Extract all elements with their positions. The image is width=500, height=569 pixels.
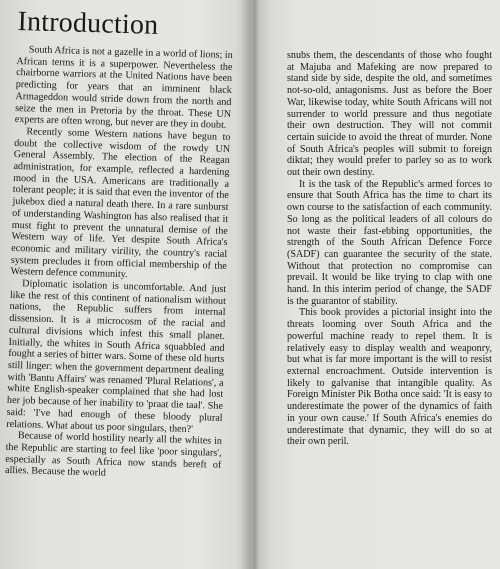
left-paragraph-2: Recently some Western nations have begun to doubt the collective wisdom of the rowdy UN General Assembly. The election of the Reagan administration, for example, reflected a hardening mood in the USA. Americans are traditionally a tolerant people; it is said that even the inventor of the jukebox died a natural death there. In a rare sunburst of understanding Washington has also realised that it must fight to prevent the unnatural demise of the Western way of life. Yet despite South Africa's economic and military virility, the country's racial system precludes it from official membership of the Western defence community. — [10, 126, 231, 281]
left-paragraph-3: Diplomatic isolation is uncomfortable. And just like the rest of this continent of nationalism without nations, the Republic suffers from internal dissension. It is a microcosm of the racial and cultural divisions which infest this small planet. Initially, the whites in South Africa squabbled and fought a series of bitter wars. Some of these old hurts still linger: when the government department dealing with 'Bantu Affairs' was renamed 'Plural Relations', a white English-speaker complained that she had lost her job because of her inability to 'praat die taal'. She said: 'I've had enough of these bloody plural relations. What about us poor singulars, then?' — [6, 278, 227, 435]
book-gutter — [236, 0, 272, 569]
left-page — [2, 6, 234, 569]
right-paragraph-3: This book provides a pictorial insight into the threats looming over South Africa and the powerful machine ready to repel them. It is relatively easy to display wealth and weaponry, but what is far more important is the will to resist external encroachment. Outside intervention is likely to galvanise that intangible quality. As Foreign Minister Pik Botha once said: 'It is easy to underestimate the power of the dynamics of faith in your own cause.' If South Africa's enemies do underestimate that dynamic, they will do so at their own peril. — [287, 307, 492, 448]
left-paragraph-1: South Africa is not a gazelle in a world of lions; in African terms it is a superpower. Nevertheless the chairborne warriors at the United Nations have been predicting for years that an imminent black Armageddon would stride down from the north and seize the men in Pretoria by the throat. These UN experts are often wrong, but never are they in doubt. — [14, 44, 233, 132]
right-page — [287, 50, 492, 565]
chapter-title: Introduction — [17, 6, 159, 41]
right-paragraph-1: snubs them, the descendants of those who fought at Majuba and Mafeking are now prepared to stand side by side, despite the old, and sometimes not-so-old, antagonisms. Just as before the Boer War, likewise today, white South Africans will not surrender to world pressure and thus negotiate their own destruction. They will not commit certain suicide to avoid the threat of murder. None of South Africa's peoples will submit to foreign diktat; they would prefer to parley so as to work out their own destiny. — [287, 50, 492, 179]
left-paragraph-4: Because of world hostility nearly all the whites in the Republic are starting to feel like 'poor singulars', especially as South Africa now stands bereft of allies. Because the world — [4, 430, 223, 479]
right-paragraph-2: It is the task of the Republic's armed forces to ensure that South Africa has the time to chart its own course to the satisfaction of each community. So long as the political leaders of all colours do not waste their fast-ebbing opportunities, the strength of the South African Defence Force (SADF) can guarantee the security of the state. Without that protection no compromise can prevail. It would be like trying to clap with one hand. In this interim period of change, the SADF is the guarantor of stability. — [287, 178, 492, 307]
